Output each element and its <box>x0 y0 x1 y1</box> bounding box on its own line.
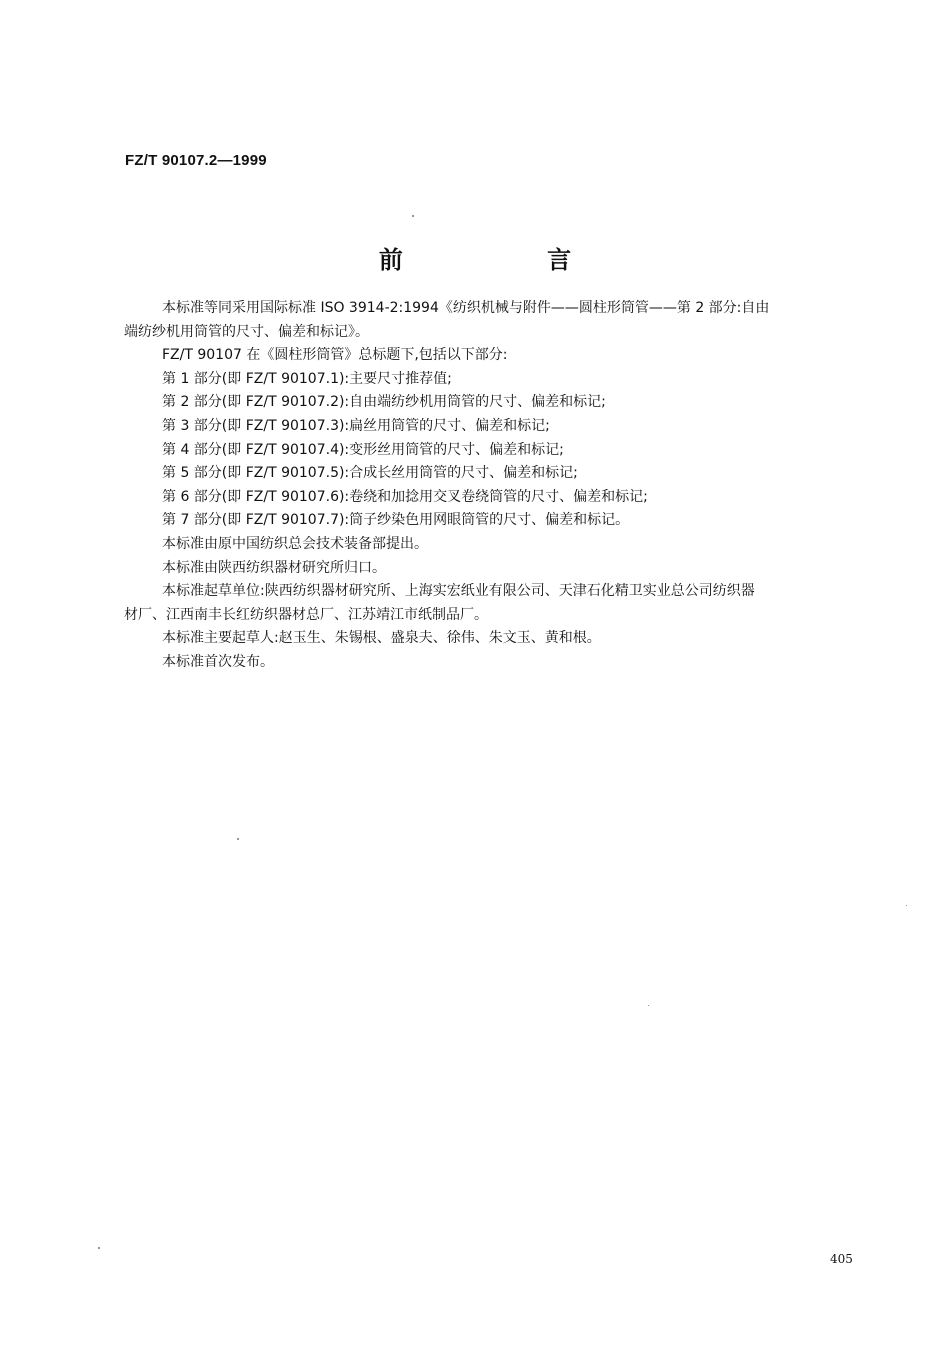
paragraph-managed-by: 本标准由陕西纺织器材研究所归口。 <box>162 559 386 576</box>
page-number: 405 <box>830 1252 853 1266</box>
foreword-title: 前 言 <box>378 246 640 274</box>
paragraph-adoption-line1: 本标准等同采用国际标准 ISO 3914-2:1994《纺织机械与附件——圆柱形筒管——第 2 部分:自由 <box>162 300 770 316</box>
scan-speck <box>648 1005 649 1006</box>
list-item-part-6: 第 6 部分(即 FZ/T 90107.6):卷绕和加捻用交叉卷绕筒管的尺寸、偏差和标记; <box>162 488 648 505</box>
standard-code: FZ/T 90107.2—1999 <box>125 152 267 169</box>
scan-speck <box>98 1247 100 1249</box>
list-item-part-5: 第 5 部分(即 FZ/T 90107.5):合成长丝用筒管的尺寸、偏差和标记; <box>162 465 578 482</box>
paragraph-series-intro: FZ/T 90107 在《圆柱形筒管》总标题下,包括以下部分: <box>162 347 508 364</box>
list-item-part-1: 第 1 部分(即 FZ/T 90107.1):主要尺寸推荐值; <box>162 370 452 387</box>
list-item-part-7: 第 7 部分(即 FZ/T 90107.7):筒子纱染色用网眼筒管的尺寸、偏差和标记。 <box>162 512 630 529</box>
scan-speck <box>412 215 414 217</box>
list-item-part-3: 第 3 部分(即 FZ/T 90107.3):扁丝用筒管的尺寸、偏差和标记; <box>162 417 550 434</box>
paragraph-drafting-units-line2: 材厂、江西南丰长红纺织器材总厂、江苏靖江市纸制品厂。 <box>124 606 488 623</box>
paragraph-first-release: 本标准首次发布。 <box>162 653 274 670</box>
paragraph-drafting-units-line1: 本标准起草单位:陕西纺织器材研究所、上海实宏纸业有限公司、天津石化精卫实业总公司纺织器 <box>162 583 755 600</box>
foreword-body <box>124 297 863 675</box>
list-item-part-4: 第 4 部分(即 FZ/T 90107.4):变形丝用筒管的尺寸、偏差和标记; <box>162 441 564 458</box>
paragraph-adoption-line2: 端纺纱机用筒管的尺寸、偏差和标记》。 <box>124 323 369 340</box>
paragraph-drafters: 本标准主要起草人:赵玉生、朱锡根、盛泉夫、徐伟、朱文玉、黄和根。 <box>162 630 601 647</box>
paragraph-proposed-by: 本标准由原中国纺织总会技术装备部提出。 <box>162 535 428 552</box>
scan-speck <box>237 838 239 840</box>
list-item-part-2: 第 2 部分(即 FZ/T 90107.2):自由端纺纱机用筒管的尺寸、偏差和标记; <box>162 394 606 411</box>
scan-speck <box>906 905 907 906</box>
